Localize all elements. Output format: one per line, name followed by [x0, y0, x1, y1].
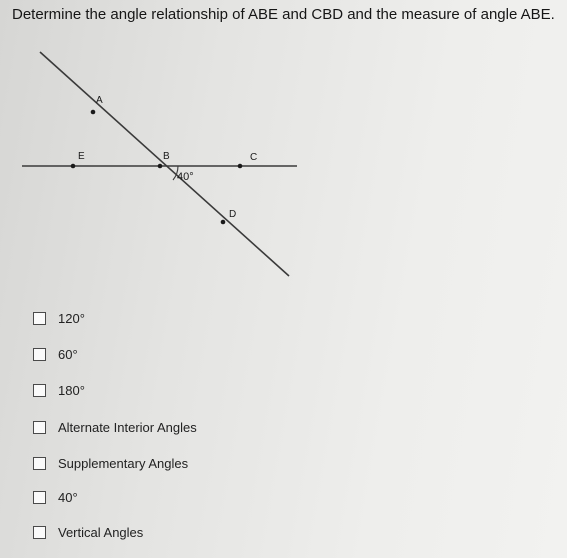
option-120-degrees[interactable]: [33, 307, 85, 329]
checkbox[interactable]: [33, 526, 46, 539]
option-label: 180°: [58, 382, 85, 398]
option-label: 40°: [58, 489, 78, 505]
checkbox[interactable]: [33, 384, 46, 397]
option-label: Vertical Angles: [58, 524, 144, 540]
option-label: Alternate Interior Angles: [58, 419, 197, 435]
checkbox[interactable]: [33, 421, 46, 434]
label-d: D: [229, 209, 237, 220]
option-supplementary-angles[interactable]: [33, 452, 188, 474]
question-text: Determine the angle relationship of ABE and CBD and the measure of angle ABE.: [12, 6, 555, 23]
label-b: B: [163, 151, 170, 162]
label-a: A: [96, 95, 103, 106]
angle-measure-label: 40°: [177, 171, 194, 183]
label-c: C: [250, 152, 258, 163]
checkbox[interactable]: [33, 348, 46, 361]
option-label: 60°: [58, 346, 78, 362]
option-label: Supplementary Angles: [58, 455, 189, 471]
checkbox[interactable]: [33, 457, 46, 470]
label-e: E: [78, 151, 85, 162]
checkbox[interactable]: [33, 491, 46, 504]
option-label: 120°: [58, 310, 85, 326]
option-alternate-interior-angles[interactable]: [33, 416, 197, 438]
option-60-degrees[interactable]: [33, 343, 78, 365]
option-40-degrees[interactable]: [33, 486, 78, 508]
option-vertical-angles[interactable]: [33, 521, 143, 543]
option-180-degrees[interactable]: [33, 379, 85, 401]
checkbox[interactable]: [33, 312, 46, 325]
